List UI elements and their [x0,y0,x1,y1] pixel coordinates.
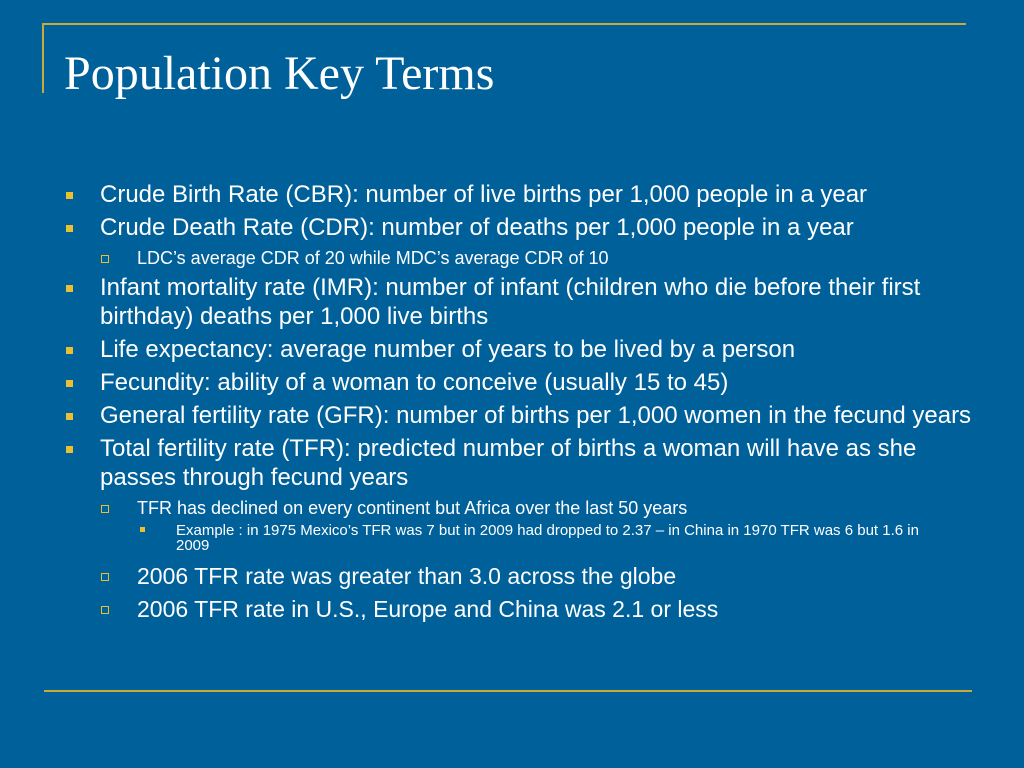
accent-bottom-line [44,690,972,692]
subbullet-cdr-compare [0,246,1024,271]
bullet-life-expectancy [0,335,1024,364]
subbullet-tfr-decline [0,496,1024,521]
bullet-list [0,180,1024,625]
square-bullet-icon [66,192,73,199]
square-bullet-icon [66,347,73,354]
bullet-text: Infant mortality rate (IMR): number of infant (children who die before their first birthday) deaths per 1,000 live births [100,274,921,330]
square-bullet-icon [66,225,73,232]
subbullet-tfr-global [0,561,1024,592]
square-bullet-icon [66,413,73,420]
slide-content [0,180,1024,627]
accent-vertical-line [42,23,44,93]
small-square-bullet-icon [140,527,145,532]
hollow-square-bullet-icon [101,505,109,513]
bullet-text: Total fertility rate (TFR): predicted number of births a woman will have as she passes through fecund years [100,435,917,491]
bullet-text: Crude Birth Rate (CBR): number of live births per 1,000 people in a year [100,181,868,208]
bullet-text: TFR has declined on every continent but Africa over the last 50 years [137,498,688,518]
bullet-text: 2006 TFR rate was greater than 3.0 across the globe [137,563,677,589]
accent-top-line [42,23,966,25]
hollow-square-bullet-icon [101,606,109,614]
bullet-text: Life expectancy: average number of years to be lived by a person [100,336,796,363]
bullet-tfr [0,434,1024,492]
subbullet-tfr-regions [0,594,1024,625]
square-bullet-icon [66,446,73,453]
hollow-square-bullet-icon [101,573,109,581]
bullet-text: Example : in 1975 Mexico’s TFR was 7 but in 2009 had dropped to 2.37 – in China in 1970 TFR was 6 but 1.6 in 2009 [176,522,919,554]
bullet-text: Fecundity: ability of a woman to conceive (usually 15 to 45) [100,369,729,396]
subsubbullet-tfr-example [0,523,1024,553]
bullet-imr [0,273,1024,331]
bullet-text: General fertility rate (GFR): number of births per 1,000 women in the fecund years [100,402,972,429]
bullet-cdr [0,213,1024,242]
bullet-cbr [0,180,1024,209]
bullet-gfr [0,401,1024,430]
square-bullet-icon [66,285,73,292]
bullet-text: Crude Death Rate (CDR): number of deaths per 1,000 people in a year [100,214,854,241]
bullet-text: LDC’s average CDR of 20 while MDC’s average CDR of 10 [137,248,609,268]
slide-title: Population Key Terms [64,47,495,100]
square-bullet-icon [66,380,73,387]
hollow-square-bullet-icon [101,255,109,263]
bullet-fecundity [0,368,1024,397]
bullet-text: 2006 TFR rate in U.S., Europe and China was 2.1 or less [137,596,719,622]
